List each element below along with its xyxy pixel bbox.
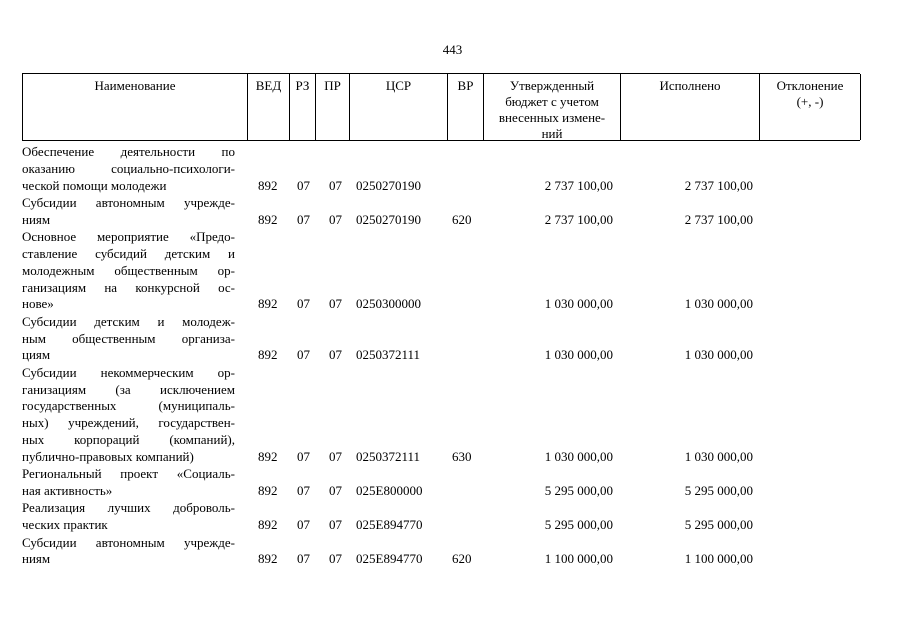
row-rz: 07: [297, 517, 310, 533]
row-ved: 892: [258, 551, 278, 567]
row-ved: 892: [258, 448, 278, 464]
row-executed: 2 737 100,00: [684, 177, 753, 193]
row-executed: 1 030 000,00: [684, 347, 753, 363]
row-rz: 07: [297, 211, 310, 227]
row-rz: 07: [297, 482, 310, 498]
table-row: [0, 195, 905, 229]
row-name: [22, 365, 235, 466]
row-ved: 892: [258, 211, 278, 227]
row-name-line: Обеспечение деятельности по: [22, 144, 235, 159]
row-pr: 07: [329, 482, 342, 498]
table-row: [0, 144, 905, 194]
row-name-line: ганизациям на конкурсной ос-: [22, 279, 235, 295]
row-rz: 07: [297, 551, 310, 567]
row-rz: 07: [297, 296, 310, 312]
table-row: [0, 500, 905, 534]
row-ved: 892: [258, 296, 278, 312]
row-pr: 07: [329, 517, 342, 533]
row-csr: 025E894770: [356, 551, 423, 567]
row-executed: 5 295 000,00: [684, 517, 753, 533]
row-budget: 1 030 000,00: [544, 296, 613, 312]
row-ved: 892: [258, 482, 278, 498]
header-vr: ВР: [448, 74, 484, 140]
row-name-line: нове»: [22, 296, 54, 312]
row-name: [22, 195, 235, 229]
page-number: 443: [442, 42, 463, 57]
header-ved: ВЕД: [248, 74, 290, 140]
header-rz: РЗ: [290, 74, 316, 140]
row-budget: 5 295 000,00: [544, 517, 613, 533]
row-ved: 892: [258, 517, 278, 533]
row-name-line: Субсидии автономным учрежде-: [22, 195, 235, 210]
row-name-line: ных) учреждений, государствен-: [22, 415, 235, 431]
row-name-line: циям: [22, 347, 51, 363]
row-pr: 07: [329, 551, 342, 567]
row-name-line: Субсидии автономным учрежде-: [22, 534, 235, 550]
row-csr: 0250372111: [356, 448, 421, 464]
row-executed: 5 295 000,00: [684, 482, 753, 498]
row-budget: 1 030 000,00: [544, 347, 613, 363]
row-name-line: Субсидии детским и молодеж-: [22, 313, 235, 329]
row-name-line: Реализация лучших доброволь-: [22, 500, 235, 516]
row-name: [22, 535, 235, 569]
row-name-line: Региональный проект «Социаль-: [22, 466, 235, 482]
row-name: [22, 144, 235, 194]
row-executed: 2 737 100,00: [684, 211, 753, 227]
table-row: [0, 365, 905, 466]
row-vr: 630: [452, 448, 472, 464]
row-rz: 07: [297, 448, 310, 464]
row-budget: 2 737 100,00: [544, 177, 613, 193]
row-name-line: ческих практик: [22, 517, 108, 533]
table-row: [0, 229, 905, 313]
row-name-line: ных корпораций (компаний),: [22, 431, 235, 447]
row-name-line: оказанию социально-психологи-: [22, 160, 235, 176]
row-name-line: Субсидии некоммерческим ор-: [22, 364, 235, 380]
row-name-line: ниям: [22, 211, 51, 227]
row-budget: 1 100 000,00: [544, 551, 613, 567]
row-vr: 620: [452, 551, 472, 567]
row-name: [22, 314, 235, 364]
table-row: [0, 466, 905, 500]
table-row: [0, 535, 905, 569]
header-budget-line: Утвержденный: [509, 78, 595, 93]
row-name-line: Основное мероприятие «Предо-: [22, 229, 235, 245]
row-csr: 0250270190: [356, 177, 421, 193]
row-name-line: ная активность»: [22, 482, 113, 498]
row-name-line: молодежным общественным ор-: [22, 262, 235, 278]
row-vr: 620: [452, 211, 472, 227]
row-ved: 892: [258, 347, 278, 363]
header-executed: Исполнено: [621, 74, 760, 140]
row-executed: 1 030 000,00: [684, 448, 753, 464]
header-pr: ПР: [316, 74, 350, 140]
row-name: [22, 466, 235, 500]
row-csr: 0250300000: [356, 296, 421, 312]
header-deviation-line: (+, -): [796, 94, 824, 109]
header-budget-line: внесенных измене-: [498, 110, 606, 125]
row-name-line: ставление субсидий детским и: [22, 245, 235, 261]
row-pr: 07: [329, 296, 342, 312]
row-executed: 1 100 000,00: [684, 551, 753, 567]
row-rz: 07: [297, 177, 310, 193]
header-name: Наименование: [23, 74, 248, 140]
row-rz: 07: [297, 347, 310, 363]
row-name-line: публично-правовых компаний): [22, 448, 194, 464]
row-csr: 0250372111: [356, 347, 421, 363]
row-pr: 07: [329, 448, 342, 464]
row-name: [22, 500, 235, 534]
row-name: [22, 229, 235, 313]
row-budget: 1 030 000,00: [544, 448, 613, 464]
row-name-line: ганизациям (за исключением: [22, 381, 235, 397]
header-csr: ЦСР: [350, 74, 448, 140]
row-name-line: государственных (муниципаль-: [22, 398, 235, 414]
row-name-line: ниям: [22, 551, 51, 567]
row-budget: 5 295 000,00: [544, 482, 613, 498]
row-csr: 025E800000: [356, 482, 423, 498]
row-csr: 025E894770: [356, 517, 423, 533]
row-csr: 0250270190: [356, 211, 421, 227]
header-budget-line: ний: [541, 126, 563, 141]
table-row: [0, 314, 905, 364]
row-pr: 07: [329, 177, 342, 193]
row-pr: 07: [329, 211, 342, 227]
row-name-line: ным общественным организа-: [22, 330, 235, 346]
row-name-line: ческой помощи молодежи: [22, 177, 167, 193]
header-deviation-line: Отклонение: [776, 78, 844, 93]
header-budget-line: бюджет с учетом: [505, 94, 599, 109]
row-ved: 892: [258, 177, 278, 193]
row-pr: 07: [329, 347, 342, 363]
row-budget: 2 737 100,00: [544, 211, 613, 227]
row-executed: 1 030 000,00: [684, 296, 753, 312]
